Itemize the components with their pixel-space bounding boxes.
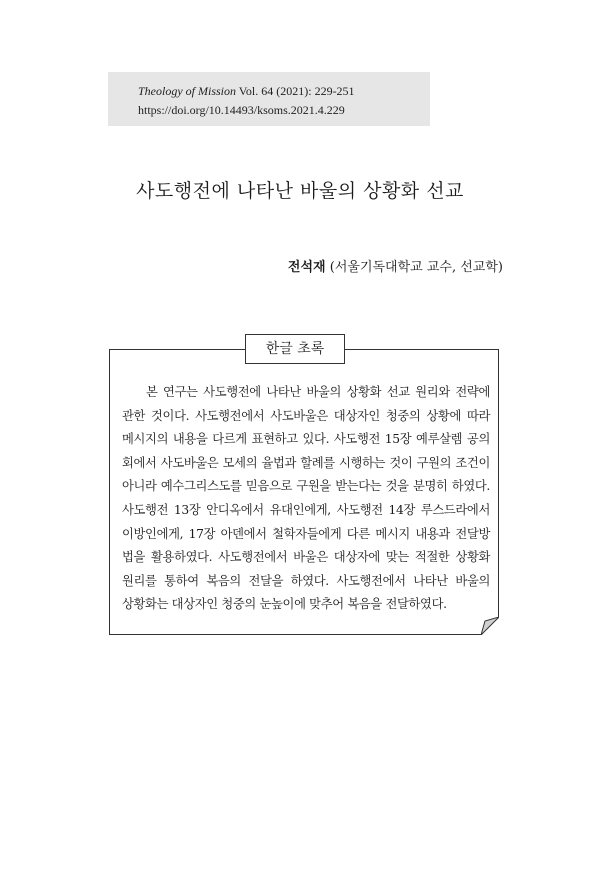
abstract-line: 사도행전 13장 안디옥에서 유대인에게, 사도행전 14장 루스드라에서 xyxy=(122,502,490,517)
abstract-line: 이방인에게, 17장 아덴에서 철학자들에게 다른 메시지 내용과 전달방 xyxy=(122,526,490,541)
journal-header xyxy=(108,72,430,126)
abstract-line: 회에서 사도바울은 모세의 율법과 할례를 시행하는 것이 구원의 조건이 xyxy=(122,455,490,470)
author-line xyxy=(288,256,503,275)
abstract-text xyxy=(122,381,490,617)
abstract-line: 본 연구는 사도행전에 나타난 바울의 상황화 선교 원리와 전략에 xyxy=(146,385,490,399)
volume-info: Vol. 64 (2021): 229-251 xyxy=(236,84,355,98)
abstract-line: 법을 활용하였다. 사도행전에서 바울은 대상자에 맞는 적절한 상황화 xyxy=(122,550,490,565)
folded-corner-icon xyxy=(481,617,499,635)
doi-link[interactable]: https://doi.org/10.14493/ksoms.2021.4.229 xyxy=(138,103,345,117)
abstract-line: 아니라 예수그리스도를 믿음으로 구원을 받는다는 것을 분명히 하였다. xyxy=(122,479,490,494)
abstract-line: 메시지의 내용을 다르게 표현하고 있다. 사도행전 15장 예루살렘 공의 xyxy=(122,432,490,447)
abstract-line: 관한 것이다. 사도행전에서 사도바울은 대상자인 청중의 상황에 따라 xyxy=(122,408,490,423)
abstract-label: 한글 초록 xyxy=(245,334,345,364)
abstract-line: 원리를 통하여 복음의 전달을 하였다. 사도행전에서 나타난 바울의 xyxy=(122,573,490,588)
author-affiliation: (서울기독대학교 교수, 선교학) xyxy=(329,260,503,275)
abstract-line: 상황화는 대상자인 청중의 눈높이에 맞추어 복음을 전달하였다. xyxy=(122,597,447,612)
journal-citation xyxy=(138,82,430,101)
journal-name: Theology of Mission xyxy=(138,84,236,98)
author-name: 전석재 xyxy=(287,260,326,275)
paper-title: 사도행전에 나타난 바울의 상황화 선교 xyxy=(136,180,464,202)
